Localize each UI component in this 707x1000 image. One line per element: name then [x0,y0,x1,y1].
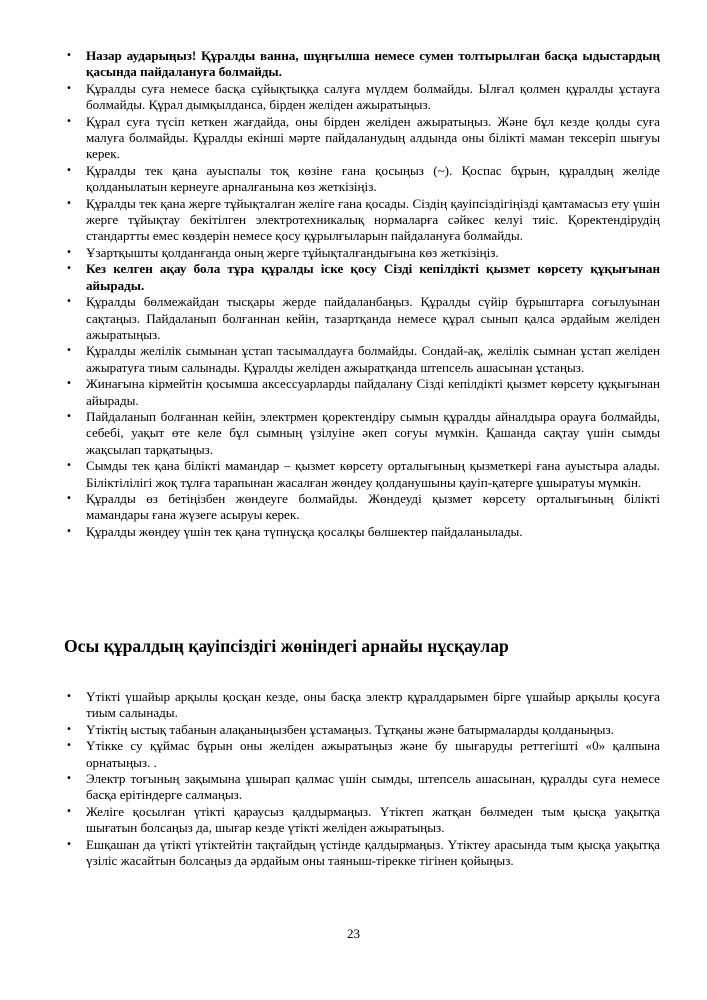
list-item [0,524,660,540]
list-item-text: Электр тоғының зақымына ұшырап қалмас үшін сымды, штепсель ашасынан, құралды суға немесе басқа ерітіндерге салмаңыз. [86,771,660,803]
bullet-icon: • [66,492,72,504]
list-item [0,837,660,870]
list-item-text: Құралды өз бетіңізбен жөндеуге болмайды. Жөндеуді қызмет көрсету орталығының білікті мамандары ғана жүзеге асыруы керек. [86,490,660,523]
list-item-text: Құрал суға түсіп кеткен жағдайда, оны бірден желіден ажыратыңыз. Және бұл кезде қолды суға малуға болмайды. Құралды екінші мәрте пайдаланудың алдында оны білікті маман тексеріп шығуы керек. [86,113,660,162]
list-item [0,163,660,196]
section-heading: Осы құралдың қауіпсіздігі жөніндегі арнайы нұсқаулар [64,636,509,656]
list-item-text: Құралды жөндеу үшін тек қана түпнұсқа қосалқы бөлшектер пайдаланылады. [86,523,523,539]
list-item-text: Сымды тек қана білікті мамандар – қызмет көрсету орталығының қызметкері ғана ауыстыра алады. Біліктілілігі жоқ тұлға тарапынан жасалған жөндеу қолданушыны қауіп-қатерге ұшыратуы мүмкін. [86,458,660,490]
bullet-icon: • [66,773,72,785]
bullet-icon: • [66,296,72,308]
list-item [0,114,660,163]
bullet-icon: • [66,115,72,127]
list-item [0,491,660,524]
list-item-text: Жинағына кірмейтін қосымша аксессуарларды пайдалану Сізді кепілдікті қызмет көрсету құқығынан айырады. [86,376,660,408]
bullet-icon: • [66,410,72,422]
bullet-icon: • [66,345,72,357]
list-item [0,409,660,458]
list-item [0,738,660,771]
list-item-text: Үтікті үшайыр арқылы қосқан кезде, оны басқа электр құралдарымен бірге үшайыр арқылы қосуға тиым салынады. [86,689,660,721]
list-item [0,689,660,722]
bullet-icon: • [66,838,72,850]
list-item-text: Назар аударыңыз! Құралды ванна, шұңғылша немесе сумен толтырылған басқа ыдыстардың қасында пайдалануға болмайды. [86,48,660,80]
safety-warnings-list [0,48,707,540]
special-instructions-list [0,689,707,869]
bullet-icon: • [66,164,72,176]
bullet-icon: • [66,378,72,390]
list-item-text: Үтікке су құймас бұрын оны желіден ажыратыңыз және бу шығаруды реттегішті «0» қалпына орнатыңыз. . [86,738,660,770]
list-item [0,196,660,245]
list-item-text: Кез келген ақау бола тұра құралды іске қосу Сізді кепілдікті қызмет көрсету құқығынан айырады. [86,261,660,293]
list-item-text: Ешқашан да үтікті үтіктейтін тақтайдың үстінде қалдырмаңыз. Үтіктеу арасында тым қысқа уақытқа үзіліс жасайтын болсаңыз да әрдайым оны таяныш-тірекке тігінен қойыңыз. [86,836,660,869]
list-item-text: Құралды тек қана жерге тұйықталған желіге ғана қосады. Сіздің қауіпсіздігіңізді қамтамасыз ету үшін жерге тұйықтау бекітілген электротехникалық нормаларға сәйкес келуі тиіс. Қоректендірудің стандартты емес көздерін немесе қосу құрылғыларын пайдалануға болмайды. [86,195,660,244]
list-item-text: Құралды тек қана ауыспалы тоқ көзіне ғана қосыңыз (~). Қоспас бұрын, құралдың желіде қолданылатын кернеуге арналғанына көз жеткізіңіз. [86,162,660,195]
list-item-text: Желіге қосылған үтікті қараусыз қалдырмаңыз. Үтіктеп жатқан бөлмеден тым қысқа уақытқа шығатын болсаңыз да, шығар кезде үтікті желіден ажыратыңыз. [86,803,660,836]
list-item [0,722,660,738]
bullet-icon: • [66,246,72,258]
bullet-icon: • [66,723,72,735]
bullet-icon: • [66,460,72,472]
bullet-icon: • [66,740,72,752]
list-item-text: Пайдаланып болғаннан кейін, электрмен қоректендіру сымын құралды айналдыра орауға болмайды, себебі, уақыт өте келе бұл сымның үзілуіне әкеп соғуы мүмкін. Қашанда сақтау үшін сымды жақсылап тарқатыңыз. [86,408,660,457]
bullet-icon: • [66,82,72,94]
bullet-icon: • [66,263,72,275]
bullet-icon: • [66,691,72,702]
list-item [0,245,660,261]
list-item-text: Құралды суға немесе басқа сұйықтыққа салуға мүлдем болмайды. Ылғал қолмен құралды ұстауға болмайды. Құрал дымқылданса, бірден желіден ажыратыңыз. [86,80,660,113]
list-item-text: Құралды желілік сымынан ұстап тасымалдауға болмайды. Сондай-ақ, желілік сымнан ұстап желіден ажыратуға тиым салынады. Құралды желіден ажыратқанда штепсель ашасынан ұстаңыз. [86,343,660,375]
list-item-text: Ұзартқышты қолданғанда оның жерге тұйықталғандығына көз жеткізіңіз. [86,244,499,260]
list-item [0,261,660,294]
list-item [0,771,660,804]
list-item [0,81,660,114]
list-item [0,376,660,409]
list-item-text: Құралды бөлмежайдан тысқары жерде пайдаланбаңыз. Құралды сүйір бұрыштарға соғылуынан сақтаңыз. Пайдаланып болғаннан кейін, тазартқанда немесе құрал сынып қалса әрдайым желіден ажыратыңыз. [86,294,660,342]
list-item-text: Үтіктің ыстық табанын алақаныңызбен ұстамаңыз. Тұтқаны және батырмаларды қолданыңыз. [86,721,614,737]
list-item [0,343,660,376]
list-item [0,458,660,491]
bullet-icon: • [66,805,72,817]
bullet-icon: • [66,197,72,209]
list-item [0,294,660,343]
list-item [0,804,660,837]
bullet-icon: • [66,50,72,61]
bullet-icon: • [66,525,72,537]
list-item [0,48,660,81]
page-number: 23 [347,926,360,941]
